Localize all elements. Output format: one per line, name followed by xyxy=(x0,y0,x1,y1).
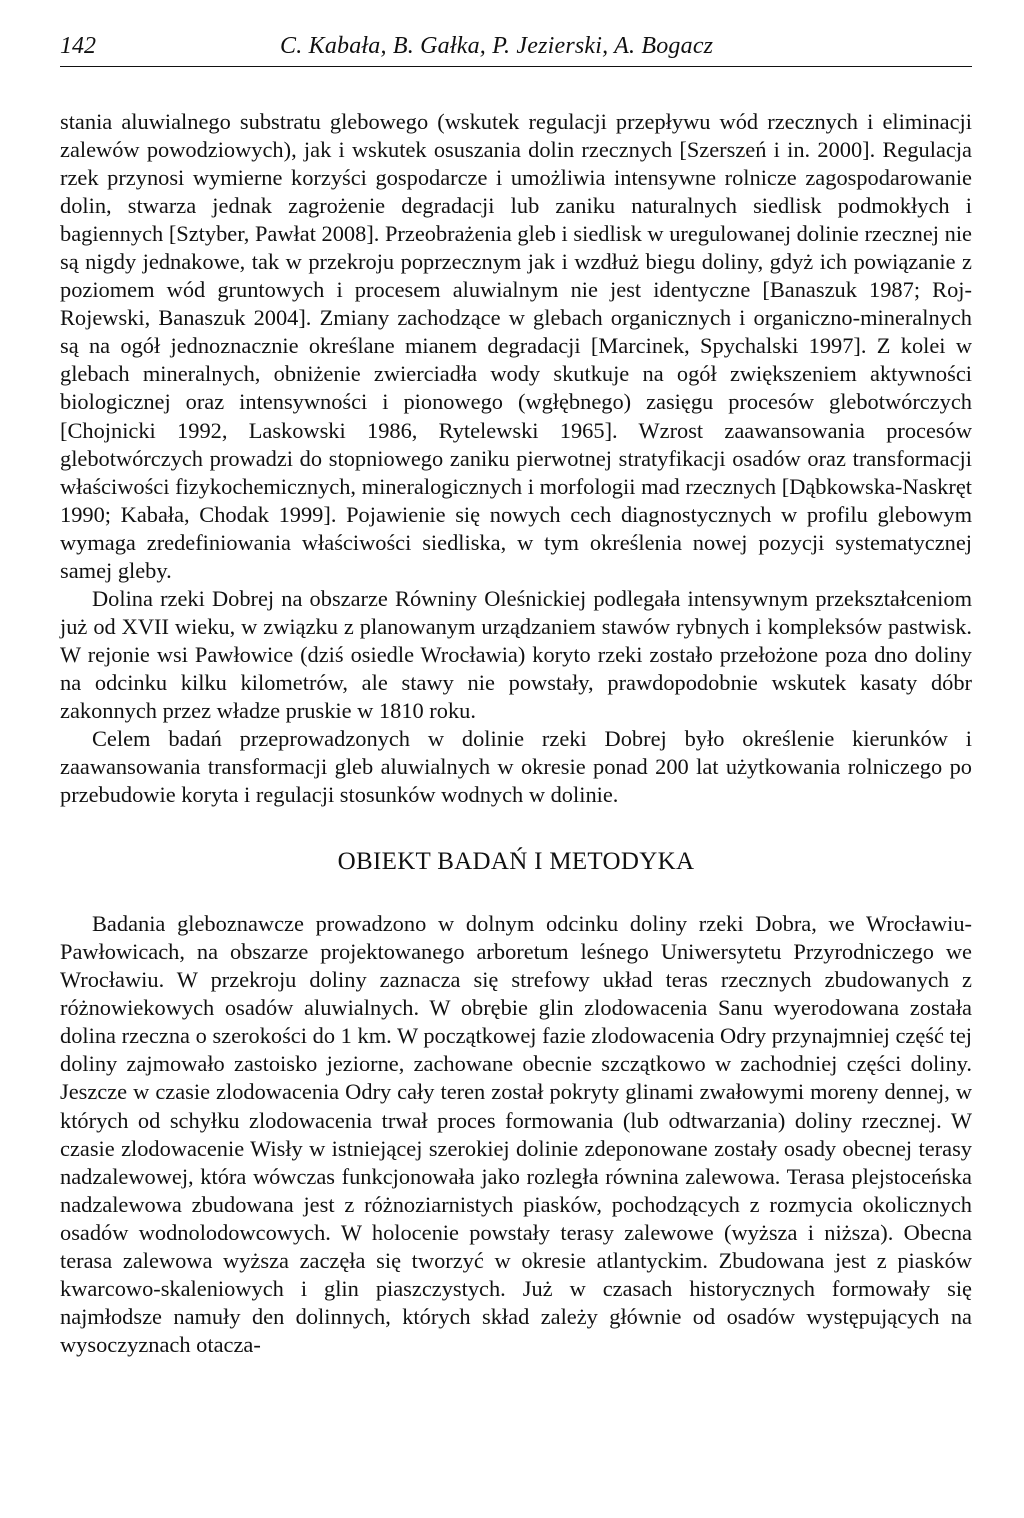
document-page xyxy=(60,0,972,1518)
section-heading: OBIEKT BADAŃ I METODYKA xyxy=(337,848,695,876)
running-head-authors: C. Kabała, B. Gałka, P. Jezierski, A. Bogacz xyxy=(280,33,714,59)
body-text xyxy=(60,108,972,1359)
page-header xyxy=(60,31,972,61)
paragraph-study-area: Badania gleboznawcze prowadzono w dolnym odcinku doliny rzeki Dobra, we Wrocławiu-Pawłowicach, na obszarze projektowanego arboretum leśnego Uniwersytetu Przyrodniczego we Wrocławiu. W przekroju doliny zaznacza się strefowy układ teras rzecznych zbudowanych z różnowiekowych osadów aluwialnych. W obrębie glin zlodowacenia Sanu wyerodowana została dolina rzeczna o szerokości do 1 km. W początkowej fazie zlodowacenia Odry przynajmniej część tej doliny zajmowało zastoisko jeziorne, zachowane obecnie szczątkowo w zachodniej części doliny. Jeszcze w czasie zlodowacenia Odry cały teren został pokryty glinami zwałowymi moreny dennej, w których od schyłku zlodowacenia trwał proces formowania (lub odtwarzania) doliny rzecznej. W czasie zlodowacenie Wisły w istniejącej szerokiej dolinie zdeponowane zostały osady obecnej terasy nadzalewowej, która wówczas funkcjonowała jako rozległa równina zalewowa. Terasa plejstoceńska nadzalewowa zbudowana jest z różnoziarnistych piasków, pochodzących z rozmycia okolicznych osadów wodnolodowcowych. W holocenie powstały terasy zalewowe (wyższa i niższa). Obecna terasa zalewowa wyższa zaczęła się tworzyć w okresie atlantyckim. Zbudowana jest z piasków kwarcowo-skaleniowych i glin piaszczystych. Już w czasach historycznych formowały się najmłodsze namuły den dolinnych, których skład zależy głównie od osadów występujących na wysoczyznach otacza- xyxy=(60,911,972,1357)
paragraph-dobra-valley-history: Dolina rzeki Dobrej na obszarze Równiny Oleśnickiej podlegała intensywnym przekształceniom już od XVII wieku, w związku z planowanym urządzaniem stawów rybnych i kompleksów pastwisk. W rejonie wsi Pawłowice (dziś osiedle Wrocławia) koryto rzeki zostało przełożone poza dno doliny na odcinku kilku kilometrów, ale stawy nie powstały, prawdopodobnie wskutek kasaty dóbr zakonnych przez władze pruskie w 1810 roku. xyxy=(60,585,972,723)
page-number: 142 xyxy=(60,33,96,59)
paragraph-research-aim: Celem badań przeprowadzonych w dolinie rzeki Dobrej było określenie kierunków i zaawansowania transformacji gleb aluwialnych w okresie ponad 200 lat użytkowania rolniczego po przebudowie koryta i regulacji stosunków wodnych w dolinie. xyxy=(60,726,972,808)
paragraph-continued: stania aluwialnego substratu glebowego (wskutek regulacji przepływu wód rzecznych i eliminacji zalewów powodziowych), jak i wskutek osuszania dolin rzecznych [Szerszeń i in. 2000]. Regulacja rzek przynosi wymierne korzyści gospodarcze i umożliwia intensywne rolnicze zagospodarowanie dolin, stwarza jednak zagrożenie degradacji lub zaniku naturalnych siedlisk podmokłych i bagiennych [Sztyber, Pawłat 2008]. Przeobrażenia gleb i siedlisk w uregulowanej dolinie rzecznej nie są nigdy jednakowe, tak w przekroju poprzecznym jak i wzdłuż biegu doliny, gdyż ich powiązanie z poziomem wód gruntowych i procesem aluwialnym nie jest identyczne [Banaszuk 1987; Roj-Rojewski, Banaszuk 2004]. Zmiany zachodzące w glebach organicznych i organiczno-mineralnych są na ogół jednoznacznie określane mianem degradacji [Marcinek, Spychalski 1997]. Z kolei w glebach mineralnych, obniżenie zwierciadła wody skutkuje na ogół zwiększeniem aktywności biologicznej oraz intensywności i pionowego (wgłębnego) zasięgu procesów glebotwórczych [Chojnicki 1992, Laskowski 1986, Rytelewski 1965]. Wzrost zaawansowania procesów glebotwórczych prowadzi do stopniowego zaniku pierwotnej stratyfikacji osadów oraz transformacji właściwości fizykochemicznych, mineralogicznych i morfologii mad rzecznych [Dąbkowska-Naskręt 1990; Kabała, Chodak 1999]. Pojawienie się nowych cech diagnostycznych w profilu glebowym wymaga zredefiniowania właściwości siedliska, w tym określenia nowej pozycji systematycznej samej gleby. xyxy=(60,109,972,583)
header-rule xyxy=(60,66,972,67)
